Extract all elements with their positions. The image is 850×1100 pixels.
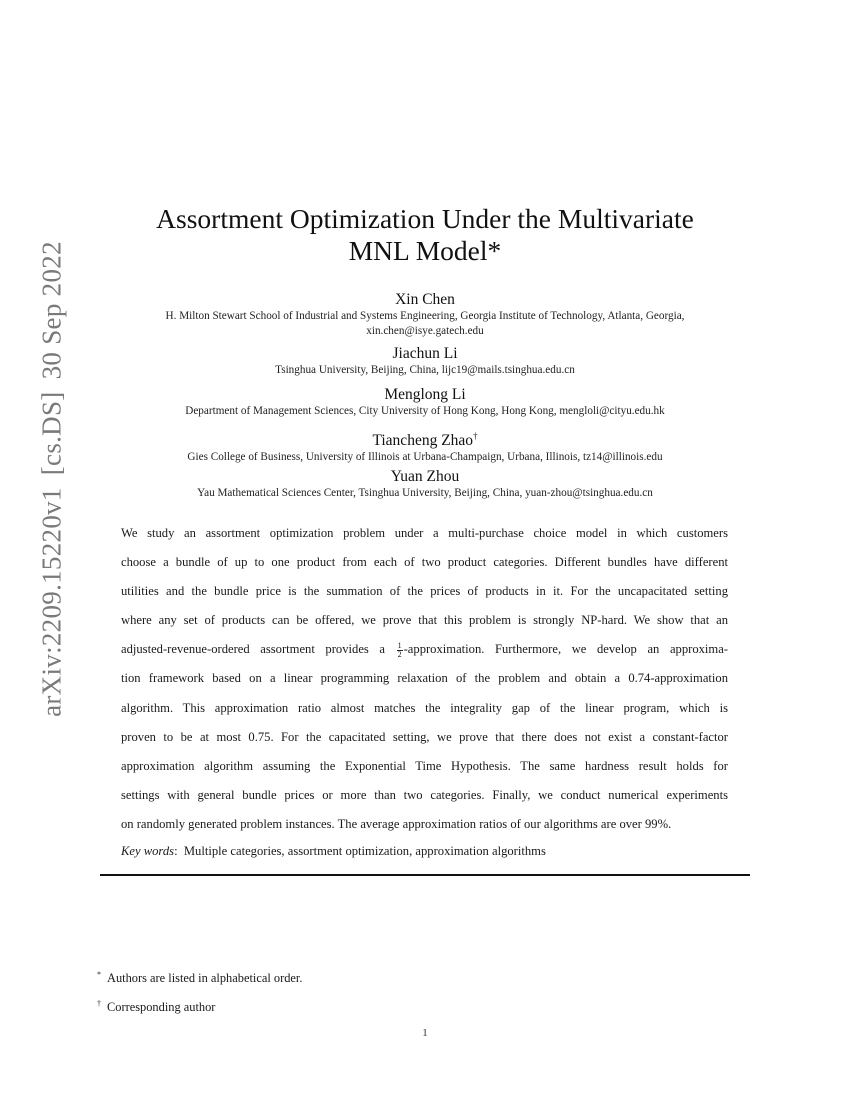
footnotes <box>97 962 302 1020</box>
abstract-line: algorithm. This approximation ratio almost matches the integrality gap of the linear program, which is <box>121 700 728 715</box>
title-line-2 <box>100 235 750 267</box>
author-yuan-zhou <box>100 468 750 501</box>
footnote-text: Authors are listed in alphabetical order. <box>107 971 303 985</box>
abstract <box>121 519 728 839</box>
author-affiliation: Gies College of Business, University of Illinois at Urbana-Champaign, Urbana, Illinois, tz14@illinois.edu <box>187 451 663 464</box>
footnote-dagger-mark: † <box>97 999 101 1008</box>
page-number: 1 <box>422 1027 428 1039</box>
author-name: Xin Chen <box>395 291 455 308</box>
title-footnote-marker: * <box>487 235 502 266</box>
paper-title <box>100 203 750 267</box>
arxiv-id: arXiv:2209.15220v1 <box>36 487 67 717</box>
author-tiancheng-zhao <box>100 427 750 465</box>
abstract-line: choose a bundle of up to one product from each of two product categories. Different bundles have different <box>121 555 728 570</box>
abstract-line: utilities and the bundle price is the summation of the prices of products in it. For the uncapacitated setting <box>121 584 728 599</box>
keywords <box>121 844 546 859</box>
fraction-denominator: 2 <box>397 649 402 659</box>
author-name-with-mark <box>100 427 750 450</box>
footnote-corresponding <box>97 991 302 1020</box>
author-xin-chen <box>100 291 750 339</box>
author-affiliation: Department of Management Sciences, City University of Hong Kong, Hong Kong, mengloli@cityu.edu.hk <box>185 405 665 417</box>
author-affiliation: H. Milton Stewart School of Industrial and Systems Engineering, Georgia Institute of Technology, Atlanta, Georgia, <box>165 310 685 322</box>
author-affiliation: Yau Mathematical Sciences Center, Tsinghua University, Beijing, China, yuan-zhou@tsinghua.edu.cn <box>197 487 653 499</box>
one-half-fraction <box>397 642 403 659</box>
author-name: Menglong Li <box>384 386 466 403</box>
keywords-separator: : <box>174 844 178 858</box>
keywords-label: Key words <box>121 844 175 858</box>
author-name: Tiancheng Zhao <box>372 432 474 450</box>
footnote-text: Corresponding author <box>107 1000 216 1014</box>
abstract-line: We study an assortment optimization problem under a multi-purchase choice model in which customers <box>121 526 728 540</box>
abstract-line: approximation algorithm assuming the Exponential Time Hypothesis. The same hardness result holds for <box>121 758 728 773</box>
author-name: Jiachun Li <box>392 345 458 362</box>
abstract-line: proven to be at most 0.75. For the capacitated setting, we prove that there does not exist a constant-factor <box>121 729 728 744</box>
arxiv-category: [cs.DS] <box>36 391 67 476</box>
abstract-line: settings with general bundle prices or more than two categories. Finally, we conduct numerical experiments <box>121 787 728 802</box>
abstract-line: tion framework based on a linear programming relaxation of the problem and obtain a 0.74-approximation <box>121 671 728 686</box>
abstract-line: where any set of products can be offered, we prove that this problem is strongly NP-hard. We show that an <box>121 613 728 628</box>
footnote-asterisk-mark: * <box>97 970 101 979</box>
abstract-line: on randomly generated problem instances. The average approximation ratios of our algorithms are over 99%. <box>121 816 672 831</box>
author-jiachun-li <box>100 345 750 378</box>
footnote-alphabetical <box>97 962 302 991</box>
section-divider <box>100 874 750 876</box>
fraction-numerator: 1 <box>397 640 402 650</box>
abstract-line-with-fraction <box>121 635 728 664</box>
keywords-text: Multiple categories, assortment optimization, approximation algorithms <box>183 844 546 858</box>
author-affiliation: Tsinghua University, Beijing, China, lijc19@mails.tsinghua.edu.cn <box>275 364 575 376</box>
title-line-1: Assortment Optimization Under the Multivariate <box>156 203 694 234</box>
author-menglong-li <box>100 386 750 419</box>
author-email: xin.chen@isye.gatech.edu <box>366 325 484 337</box>
abstract-text: adjusted-revenue-ordered assortment provides a <box>121 642 396 657</box>
title-line-2-text: MNL Model <box>348 235 488 266</box>
arxiv-identifier-stamp <box>37 229 68 717</box>
arxiv-date: 30 Sep 2022 <box>36 241 67 380</box>
abstract-text: -approximation. Furthermore, we develop an approxima- <box>403 642 728 657</box>
corresponding-author-dagger: † <box>473 431 478 441</box>
author-name: Yuan Zhou <box>390 468 460 485</box>
